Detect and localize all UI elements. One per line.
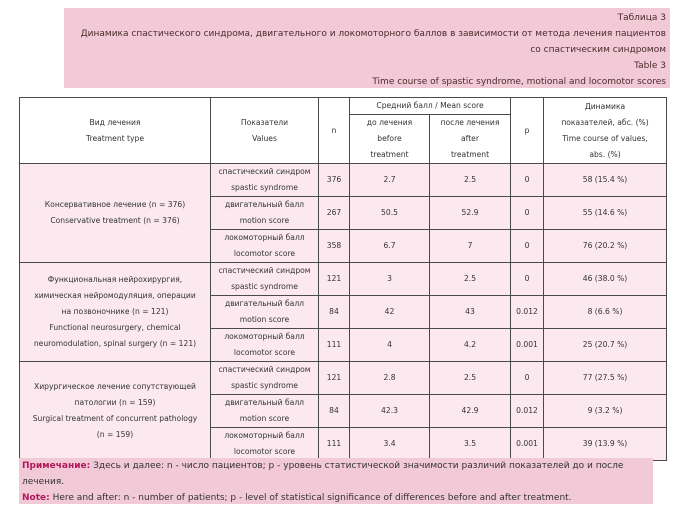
group-label-line: патологии (n = 159) xyxy=(74,398,156,407)
before-cell: 3.4 xyxy=(350,428,430,461)
indicator-en: spastic syndrome xyxy=(231,381,298,390)
before-cell: 2.8 xyxy=(350,362,430,395)
before-cell: 42 xyxy=(350,296,430,329)
p-cell: 0 xyxy=(511,164,544,197)
header-indicators-ru: Показатели xyxy=(240,117,289,127)
group-label-line: Консервативное лечение (n = 376) xyxy=(44,200,186,209)
dynamics-cell: 25 (20.7 %) xyxy=(544,329,667,362)
header-dynamics xyxy=(544,98,667,164)
dynamics-cell: 76 (20.2 %) xyxy=(544,230,667,263)
indicator-ru: спастический синдром xyxy=(218,167,311,176)
indicator-ru: двигательный балл xyxy=(224,398,305,407)
indicator-en: motion score xyxy=(239,414,290,423)
results-table xyxy=(19,97,667,461)
p-cell: 0.001 xyxy=(511,428,544,461)
note-text-ru: Здесь и далее: n - число пациентов; p - уровень статистической значимости различий показателей до и после лечения. xyxy=(22,461,624,487)
group-label-line: Хирургическое лечение сопутствующей xyxy=(34,382,196,391)
group-label-line: Surgical treatment of concurrent pathology xyxy=(32,414,198,423)
after-cell: 52.9 xyxy=(430,197,511,230)
indicator-en: motion score xyxy=(239,216,290,225)
indicator-ru: локомоторный балл xyxy=(224,332,305,341)
before-cell: 6.7 xyxy=(350,230,430,263)
header-after-en2: treatment xyxy=(450,150,490,159)
note-en xyxy=(22,490,650,506)
p-cell: 0 xyxy=(511,197,544,230)
n-cell: 84 xyxy=(319,296,350,329)
n-cell: 376 xyxy=(319,164,350,197)
header-indicators-en: Values xyxy=(252,133,277,143)
indicator-en: locomotor score xyxy=(233,447,296,456)
indicator-en: locomotor score xyxy=(233,249,296,258)
n-cell: 84 xyxy=(319,395,350,428)
after-cell: 7 xyxy=(430,230,511,263)
header-dynamics-l2: показателей, абс. (%) xyxy=(561,117,649,127)
n-cell: 358 xyxy=(319,230,350,263)
after-cell: 42.9 xyxy=(430,395,511,428)
p-cell: 0 xyxy=(511,362,544,395)
group-label-surgical-concurrent xyxy=(20,362,211,461)
group-label-functional-neurosurgery xyxy=(20,263,211,362)
dynamics-cell: 9 (3.2 %) xyxy=(544,395,667,428)
table-note xyxy=(19,458,653,504)
table-caption xyxy=(64,8,670,88)
after-cell: 2.5 xyxy=(430,263,511,296)
n-cell: 121 xyxy=(319,263,350,296)
table-title-ru-line2: со спастическим синдромом xyxy=(530,45,666,55)
group-label-line: Conservative treatment (n = 376) xyxy=(50,216,180,225)
indicator-en: locomotor score xyxy=(233,348,296,357)
indicator-en: spastic syndrome xyxy=(231,183,298,192)
header-p: p xyxy=(511,98,544,164)
dynamics-cell: 77 (27.5 %) xyxy=(544,362,667,395)
p-cell: 0 xyxy=(511,230,544,263)
after-cell: 2.5 xyxy=(430,164,511,197)
dynamics-cell: 55 (14.6 %) xyxy=(544,197,667,230)
note-label-ru: Примечание: xyxy=(22,461,91,471)
n-cell: 267 xyxy=(319,197,350,230)
table-title-en: Time course of spastic syndrome, motional and locomotor scores xyxy=(372,77,666,87)
indicator-ru: двигательный балл xyxy=(224,299,305,308)
indicator-ru: спастический синдром xyxy=(218,365,311,374)
table-title-ru-line1: Динамика спастического синдрома, двигательного и локомоторного баллов в зависимости от метода лечения пациентов xyxy=(80,29,666,39)
group-label-line: Функциональная нейрохирургия, xyxy=(47,275,183,284)
note-label-en: Note: xyxy=(22,493,50,503)
n-cell: 111 xyxy=(319,329,350,362)
header-mean-score: Средний балл / Mean score xyxy=(350,98,511,115)
group-label-conservative xyxy=(20,164,211,263)
indicator-ru: локомоторный балл xyxy=(224,233,305,242)
after-cell: 43 xyxy=(430,296,511,329)
after-cell: 2.5 xyxy=(430,362,511,395)
indicator-cell xyxy=(211,197,319,230)
header-before-ru: до лечения xyxy=(366,118,413,127)
before-cell: 42.3 xyxy=(350,395,430,428)
header-n: n xyxy=(319,98,350,164)
indicator-ru: спастический синдром xyxy=(218,266,311,275)
after-cell: 3.5 xyxy=(430,428,511,461)
p-cell: 0.012 xyxy=(511,296,544,329)
group-label-line: химическая нейромодуляция, операции xyxy=(34,291,196,300)
header-treatment-type xyxy=(20,98,211,164)
dynamics-cell: 46 (38.0 %) xyxy=(544,263,667,296)
indicator-cell xyxy=(211,395,319,428)
group-label-line: (n = 159) xyxy=(96,430,134,439)
indicator-cell xyxy=(211,263,319,296)
header-dynamics-l1: Динамика xyxy=(584,101,626,111)
indicator-cell xyxy=(211,296,319,329)
before-cell: 2.7 xyxy=(350,164,430,197)
header-after xyxy=(430,115,511,164)
table-number-ru: Таблица 3 xyxy=(617,13,666,23)
header-after-ru: после лечения xyxy=(440,118,500,127)
after-cell: 4.2 xyxy=(430,329,511,362)
indicator-ru: локомоторный балл xyxy=(224,431,305,440)
indicator-cell xyxy=(211,428,319,461)
dynamics-cell: 39 (13.9 %) xyxy=(544,428,667,461)
p-cell: 0 xyxy=(511,263,544,296)
indicator-cell xyxy=(211,329,319,362)
header-before-en1: before xyxy=(377,134,402,143)
header-treatment-en: Treatment type xyxy=(85,133,145,143)
n-cell: 111 xyxy=(319,428,350,461)
dynamics-cell: 8 (6.6 %) xyxy=(544,296,667,329)
header-indicators xyxy=(211,98,319,164)
header-before-en2: treatment xyxy=(370,150,409,159)
indicator-ru: двигательный балл xyxy=(224,200,305,209)
header-after-en1: after xyxy=(461,134,479,143)
header-dynamics-l4: abs. (%) xyxy=(589,149,621,159)
indicator-cell xyxy=(211,164,319,197)
p-cell: 0.001 xyxy=(511,329,544,362)
header-before xyxy=(350,115,430,164)
p-cell: 0.012 xyxy=(511,395,544,428)
before-cell: 4 xyxy=(350,329,430,362)
before-cell: 3 xyxy=(350,263,430,296)
group-label-line: neuromodulation, spinal surgery (n = 121) xyxy=(33,339,197,348)
indicator-cell xyxy=(211,230,319,263)
n-cell: 121 xyxy=(319,362,350,395)
group-label-line: на позвоночнике (n = 121) xyxy=(61,307,169,316)
dynamics-cell: 58 (15.4 %) xyxy=(544,164,667,197)
note-text-en: Here and after: n - number of patients; p - level of statistical significance of differences before and after treatment. xyxy=(49,493,572,503)
table-number-en: Table 3 xyxy=(634,61,666,71)
before-cell: 50.5 xyxy=(350,197,430,230)
note-ru xyxy=(22,458,650,490)
indicator-cell xyxy=(211,362,319,395)
header-treatment-ru: Вид лечения xyxy=(89,117,141,127)
indicator-en: motion score xyxy=(239,315,290,324)
header-dynamics-l3: Time course of values, xyxy=(562,133,648,143)
indicator-en: spastic syndrome xyxy=(231,282,298,291)
group-label-line: Functional neurosurgery, chemical xyxy=(49,323,181,332)
